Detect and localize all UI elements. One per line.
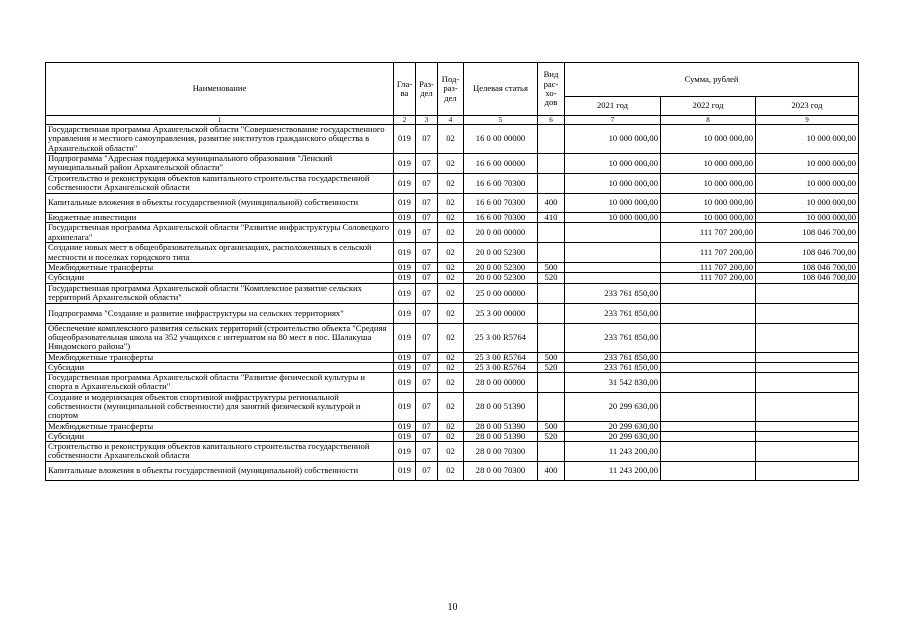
cell-target: 16 6 00 70300 (464, 193, 538, 212)
cell-sum-2021 (565, 273, 661, 283)
cell-vid (538, 373, 565, 393)
cell-target: 28 0 00 51390 (464, 421, 538, 431)
cell-target: 16 6 00 70300 (464, 212, 538, 222)
cell-glava: 019 (394, 442, 416, 462)
cell-glava: 019 (394, 352, 416, 362)
cell-name: Капитальные вложения в объекты государственной (муниципальной) собственности (46, 193, 394, 212)
cell-podrazdel: 02 (438, 352, 464, 362)
cell-glava: 019 (394, 263, 416, 273)
cell-razdel: 07 (416, 153, 438, 173)
cell-podrazdel: 02 (438, 193, 464, 212)
cell-podrazdel: 02 (438, 212, 464, 222)
cell-vid (538, 303, 565, 323)
cell-podrazdel: 02 (438, 392, 464, 421)
column-number: 2 (394, 116, 416, 125)
cell-razdel: 07 (416, 461, 438, 480)
cell-sum-2023 (756, 392, 859, 421)
cell-sum-2022: 111 707 200,00 (661, 263, 756, 273)
cell-podrazdel: 02 (438, 223, 464, 243)
cell-sum-2021: 233 761 850,00 (565, 323, 661, 352)
cell-glava: 019 (394, 303, 416, 323)
cell-sum-2023 (756, 362, 859, 372)
cell-sum-2021: 233 761 850,00 (565, 303, 661, 323)
cell-glava: 019 (394, 193, 416, 212)
cell-razdel: 07 (416, 352, 438, 362)
cell-sum-2022 (661, 373, 756, 393)
cell-razdel: 07 (416, 323, 438, 352)
page-number: 10 (447, 602, 458, 613)
cell-sum-2022: 111 707 200,00 (661, 273, 756, 283)
table-row (46, 173, 859, 193)
header-target: Целевая статья (464, 63, 538, 116)
cell-name: Обеспечение комплексного развития сельских территорий (строительство объекта "Средняя общеобразовательная школа на 352 учащихся с интернатом на 80 мест в пос. Шалакуша Няндомского района") (46, 323, 394, 352)
cell-sum-2021 (565, 263, 661, 273)
header-podrazdel: Под-раз-дел (438, 63, 464, 116)
cell-name: Субсидии (46, 431, 394, 441)
table-row (46, 263, 859, 273)
cell-podrazdel: 02 (438, 273, 464, 283)
cell-glava: 019 (394, 273, 416, 283)
cell-sum-2021 (565, 223, 661, 243)
cell-podrazdel: 02 (438, 362, 464, 372)
cell-glava: 019 (394, 392, 416, 421)
table-row (46, 153, 859, 173)
cell-sum-2023 (756, 323, 859, 352)
table-row (46, 421, 859, 431)
cell-name: Государственная программа Архангельской области "Совершенствование государственного управления и местного самоуправления, развитие институтов гражданского общества в Архангельской области" (46, 125, 394, 154)
cell-sum-2022: 10 000 000,00 (661, 173, 756, 193)
cell-sum-2023: 10 000 000,00 (756, 153, 859, 173)
cell-razdel: 07 (416, 193, 438, 212)
cell-razdel: 07 (416, 263, 438, 273)
cell-sum-2021: 10 000 000,00 (565, 125, 661, 154)
cell-razdel: 07 (416, 303, 438, 323)
cell-sum-2023 (756, 352, 859, 362)
cell-sum-2023 (756, 283, 859, 303)
cell-razdel: 07 (416, 212, 438, 222)
cell-vid: 520 (538, 273, 565, 283)
cell-sum-2022 (661, 442, 756, 462)
cell-sum-2022 (661, 303, 756, 323)
cell-razdel: 07 (416, 373, 438, 393)
cell-vid (538, 153, 565, 173)
cell-name: Межбюджетные трансферты (46, 263, 394, 273)
cell-glava: 019 (394, 223, 416, 243)
cell-razdel: 07 (416, 173, 438, 193)
cell-sum-2023 (756, 373, 859, 393)
cell-name: Строительство и реконструкция объектов капитального строительства государственной собственности Архангельской области (46, 442, 394, 462)
cell-sum-2021: 10 000 000,00 (565, 173, 661, 193)
header-vid: Вид рас-хо-дов (538, 63, 565, 116)
cell-razdel: 07 (416, 442, 438, 462)
cell-vid: 410 (538, 212, 565, 222)
cell-glava: 019 (394, 431, 416, 441)
cell-sum-2022 (661, 323, 756, 352)
cell-name: Создание новых мест в общеобразовательных организациях, расположенных в сельской местности и поселках городского типа (46, 243, 394, 263)
budget-table (45, 62, 859, 481)
cell-podrazdel: 02 (438, 373, 464, 393)
cell-target: 20 0 00 52300 (464, 273, 538, 283)
cell-podrazdel: 02 (438, 125, 464, 154)
cell-sum-2021: 233 761 850,00 (565, 362, 661, 372)
cell-razdel: 07 (416, 273, 438, 283)
cell-target: 25 3 00 R5764 (464, 362, 538, 372)
cell-podrazdel: 02 (438, 431, 464, 441)
cell-sum-2021: 20 299 630,00 (565, 431, 661, 441)
table-row (46, 283, 859, 303)
table-row (46, 392, 859, 421)
column-number: 5 (464, 116, 538, 125)
cell-sum-2023 (756, 461, 859, 480)
column-number: 6 (538, 116, 565, 125)
cell-name: Межбюджетные трансферты (46, 421, 394, 431)
table-row (46, 212, 859, 222)
cell-target: 25 3 00 00000 (464, 303, 538, 323)
cell-name: Создание и модернизация объектов спортивной инфраструктуры региональной собственности (муниципальной собственности) для занятий физической культурой и спортом (46, 392, 394, 421)
cell-sum-2023 (756, 442, 859, 462)
cell-sum-2023: 10 000 000,00 (756, 125, 859, 154)
cell-glava: 019 (394, 373, 416, 393)
cell-sum-2023: 108 046 700,00 (756, 273, 859, 283)
cell-vid: 400 (538, 461, 565, 480)
cell-glava: 019 (394, 461, 416, 480)
cell-razdel: 07 (416, 362, 438, 372)
cell-vid (538, 125, 565, 154)
cell-glava: 019 (394, 173, 416, 193)
table-row (46, 352, 859, 362)
cell-target: 20 0 00 00000 (464, 223, 538, 243)
header-year-2021: 2021 год (565, 97, 661, 116)
cell-vid (538, 223, 565, 243)
cell-sum-2021: 10 000 000,00 (565, 212, 661, 222)
cell-sum-2022 (661, 461, 756, 480)
cell-vid (538, 283, 565, 303)
cell-glava: 019 (394, 421, 416, 431)
cell-podrazdel: 02 (438, 243, 464, 263)
cell-vid: 520 (538, 431, 565, 441)
table-body (46, 125, 859, 481)
cell-sum-2023: 10 000 000,00 (756, 212, 859, 222)
cell-target: 16 6 00 00000 (464, 153, 538, 173)
cell-podrazdel: 02 (438, 283, 464, 303)
cell-sum-2023: 108 046 700,00 (756, 243, 859, 263)
cell-sum-2021: 20 299 630,00 (565, 421, 661, 431)
cell-target: 25 3 00 R5764 (464, 352, 538, 362)
cell-name: Подпрограмма "Создание и развитие инфраструктуры на сельских территориях" (46, 303, 394, 323)
cell-sum-2023: 10 000 000,00 (756, 193, 859, 212)
cell-sum-2022 (661, 283, 756, 303)
cell-sum-2021: 31 542 830,00 (565, 373, 661, 393)
cell-glava: 019 (394, 125, 416, 154)
cell-target: 28 0 00 51390 (464, 392, 538, 421)
cell-razdel: 07 (416, 392, 438, 421)
table-row (46, 273, 859, 283)
cell-sum-2023 (756, 303, 859, 323)
cell-name: Межбюджетные трансферты (46, 352, 394, 362)
cell-sum-2022 (661, 421, 756, 431)
cell-name: Строительство и реконструкция объектов капитального строительства государственной собственности Архангельской области (46, 173, 394, 193)
cell-target: 20 0 00 52300 (464, 243, 538, 263)
cell-sum-2022: 10 000 000,00 (661, 153, 756, 173)
cell-glava: 019 (394, 283, 416, 303)
cell-razdel: 07 (416, 243, 438, 263)
cell-podrazdel: 02 (438, 442, 464, 462)
cell-name: Государственная программа Архангельской области "Комплексное развитие сельских территорий Архангельской области" (46, 283, 394, 303)
column-numbers-row (46, 116, 859, 125)
cell-target: 16 6 00 70300 (464, 173, 538, 193)
table-row (46, 193, 859, 212)
table-row (46, 303, 859, 323)
cell-target: 20 0 00 52300 (464, 263, 538, 273)
cell-glava: 019 (394, 243, 416, 263)
cell-sum-2021: 11 243 200,00 (565, 442, 661, 462)
cell-glava: 019 (394, 362, 416, 372)
cell-razdel: 07 (416, 431, 438, 441)
cell-vid: 520 (538, 362, 565, 372)
table-row (46, 442, 859, 462)
cell-sum-2022 (661, 362, 756, 372)
cell-sum-2022: 111 707 200,00 (661, 243, 756, 263)
cell-glava: 019 (394, 323, 416, 352)
cell-vid (538, 173, 565, 193)
table-row (46, 431, 859, 441)
cell-sum-2021: 20 299 630,00 (565, 392, 661, 421)
table-row (46, 323, 859, 352)
cell-vid (538, 392, 565, 421)
cell-podrazdel: 02 (438, 173, 464, 193)
cell-razdel: 07 (416, 223, 438, 243)
cell-target: 25 3 00 R5764 (464, 323, 538, 352)
cell-vid (538, 323, 565, 352)
cell-name: Государственная программа Архангельской области "Развитие инфраструктуры Соловецкого архипелага" (46, 223, 394, 243)
cell-podrazdel: 02 (438, 421, 464, 431)
cell-sum-2021: 10 000 000,00 (565, 193, 661, 212)
cell-sum-2022 (661, 392, 756, 421)
header-name: Наименование (46, 63, 394, 116)
cell-podrazdel: 02 (438, 263, 464, 273)
cell-sum-2023: 10 000 000,00 (756, 173, 859, 193)
table-row (46, 223, 859, 243)
cell-target: 28 0 00 00000 (464, 373, 538, 393)
cell-sum-2022: 10 000 000,00 (661, 125, 756, 154)
cell-name: Капитальные вложения в объекты государственной (муниципальной) собственности (46, 461, 394, 480)
cell-name: Государственная программа Архангельской области "Развитие физической культуры и спорта в Архангельской области" (46, 373, 394, 393)
cell-sum-2023: 108 046 700,00 (756, 223, 859, 243)
cell-target: 28 0 00 70300 (464, 442, 538, 462)
cell-sum-2021 (565, 243, 661, 263)
column-number: 4 (438, 116, 464, 125)
column-number: 3 (416, 116, 438, 125)
cell-target: 28 0 00 70300 (464, 461, 538, 480)
cell-vid: 500 (538, 263, 565, 273)
cell-vid: 400 (538, 193, 565, 212)
cell-name: Бюджетные инвестиции (46, 212, 394, 222)
cell-vid: 500 (538, 421, 565, 431)
cell-target: 28 0 00 51390 (464, 431, 538, 441)
cell-sum-2021: 11 243 200,00 (565, 461, 661, 480)
cell-sum-2021: 233 761 850,00 (565, 352, 661, 362)
table-row (46, 125, 859, 154)
table-row (46, 362, 859, 372)
table-row (46, 243, 859, 263)
header-year-2022: 2022 год (661, 97, 756, 116)
cell-razdel: 07 (416, 125, 438, 154)
cell-name: Подпрограмма "Адресная поддержка муниципального образования "Ленский муниципальный район Архангельской области" (46, 153, 394, 173)
cell-name: Субсидии (46, 273, 394, 283)
table-row (46, 461, 859, 480)
table-row (46, 373, 859, 393)
cell-vid (538, 442, 565, 462)
cell-podrazdel: 02 (438, 323, 464, 352)
column-number: 9 (756, 116, 859, 125)
cell-podrazdel: 02 (438, 303, 464, 323)
cell-vid (538, 243, 565, 263)
cell-sum-2022 (661, 431, 756, 441)
cell-glava: 019 (394, 153, 416, 173)
cell-sum-2023 (756, 421, 859, 431)
cell-sum-2022 (661, 352, 756, 362)
cell-sum-2022: 10 000 000,00 (661, 193, 756, 212)
header-year-2023: 2023 год (756, 97, 859, 116)
cell-target: 16 0 00 00000 (464, 125, 538, 154)
cell-sum-2022: 10 000 000,00 (661, 212, 756, 222)
cell-sum-2022: 111 707 200,00 (661, 223, 756, 243)
cell-sum-2023 (756, 431, 859, 441)
cell-vid: 500 (538, 352, 565, 362)
header-sum: Сумма, рублей (565, 63, 859, 97)
column-number: 7 (565, 116, 661, 125)
header-razdel: Раз-дел (416, 63, 438, 116)
cell-name: Субсидии (46, 362, 394, 372)
cell-razdel: 07 (416, 421, 438, 431)
cell-sum-2023: 108 046 700,00 (756, 263, 859, 273)
column-number: 1 (46, 116, 394, 125)
cell-razdel: 07 (416, 283, 438, 303)
cell-podrazdel: 02 (438, 461, 464, 480)
cell-glava: 019 (394, 212, 416, 222)
column-number: 8 (661, 116, 756, 125)
header-glava: Гла-ва (394, 63, 416, 116)
cell-podrazdel: 02 (438, 153, 464, 173)
cell-sum-2021: 10 000 000,00 (565, 153, 661, 173)
cell-sum-2021: 233 761 850,00 (565, 283, 661, 303)
cell-target: 25 0 00 00000 (464, 283, 538, 303)
